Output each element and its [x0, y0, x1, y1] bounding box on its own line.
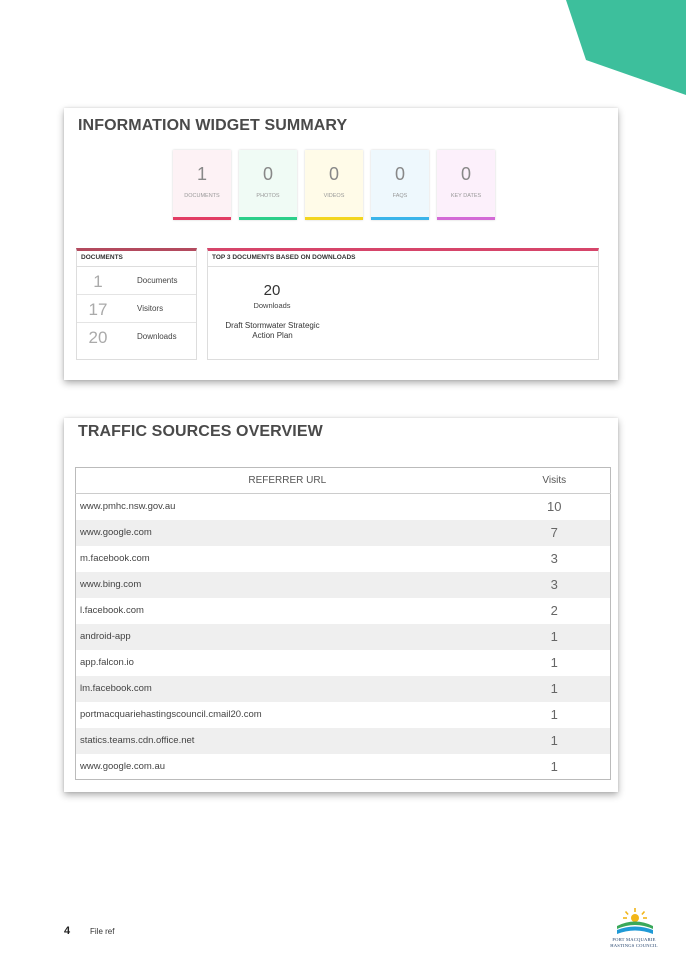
column-header-visits: Visits — [499, 468, 611, 494]
council-logo-text — [598, 937, 670, 948]
stat-row-documents — [77, 267, 196, 295]
top-document-title[interactable]: Draft Stormwater Strategic Action Plan — [225, 321, 320, 340]
visit-count: 1 — [550, 758, 558, 774]
top-documents-panel — [207, 248, 599, 360]
tile-color-bar — [437, 217, 495, 220]
table-row — [76, 728, 611, 754]
referrer-url[interactable]: statics.teams.cdn.office.net — [76, 728, 499, 754]
documents-panel — [76, 248, 197, 360]
table-row — [76, 598, 611, 624]
page-number: 4 — [64, 925, 71, 937]
tile-value: 1 — [196, 164, 207, 184]
tile-label: KEY DATES — [450, 193, 482, 199]
file-ref: File ref — [90, 927, 115, 936]
visit-count: 3 — [499, 572, 611, 598]
visit-count: 1 — [499, 624, 611, 650]
table-row — [76, 650, 611, 676]
referrer-url[interactable]: www.bing.com — [76, 572, 499, 598]
referrer-url[interactable]: m.facebook.com — [80, 553, 150, 564]
table-row — [76, 572, 611, 598]
table-header-row — [76, 468, 611, 494]
table-row — [76, 624, 611, 650]
traffic-sources-card — [64, 418, 618, 792]
referrer-url[interactable]: app.falcon.io — [80, 657, 134, 668]
stat-value: 1 — [93, 272, 103, 291]
tile-label: VIDEOS — [323, 193, 345, 199]
tile-color-bar — [305, 217, 363, 220]
table-row — [76, 494, 611, 520]
tile-value: 0 — [460, 164, 471, 184]
download-count-label: Downloads — [253, 301, 291, 310]
corner-accent-shape — [566, 0, 686, 95]
tile-label: PHOTOS — [256, 193, 280, 199]
table-row — [76, 676, 611, 702]
referrer-url[interactable]: www.pmhc.nsw.gov.au — [80, 501, 176, 513]
tile-label: DOCUMENTS — [184, 193, 220, 199]
tile-key-dates[interactable] — [437, 150, 495, 220]
visit-count: 2 — [550, 603, 558, 618]
visit-count: 10 — [547, 499, 562, 515]
summary-tiles — [173, 150, 503, 220]
visit-count: 7 — [499, 520, 611, 546]
stat-row-visitors — [77, 295, 196, 323]
traffic-sources-title: TRAFFIC SOURCES OVERVIEW — [78, 423, 323, 440]
referrer-url[interactable]: lm.facebook.com — [76, 676, 499, 702]
visit-count: 1 — [550, 707, 558, 722]
download-count: 20 — [263, 282, 281, 299]
tile-color-bar — [239, 217, 297, 220]
referrer-url[interactable]: android-app — [76, 624, 499, 650]
widget-summary-title: INFORMATION WIDGET SUMMARY — [78, 117, 348, 134]
referrer-url[interactable]: portmacquariehastingscouncil.cmail20.com — [80, 709, 262, 720]
traffic-table-body — [76, 494, 611, 780]
column-header-referrer: REFERRER URL — [76, 468, 499, 494]
visit-count: 3 — [550, 551, 558, 566]
tile-value: 0 — [328, 164, 339, 184]
stat-label: Visitors — [137, 304, 164, 313]
tile-color-bar — [371, 217, 429, 220]
referrer-url[interactable]: www.google.com — [76, 520, 499, 546]
stat-label: Documents — [137, 276, 178, 285]
table-row — [76, 754, 611, 780]
tile-videos[interactable] — [305, 150, 363, 220]
visit-count: 1 — [499, 676, 611, 702]
tile-value: 0 — [394, 164, 405, 184]
table-row — [76, 546, 611, 572]
stat-value: 20 — [88, 328, 108, 347]
top-documents-header: TOP 3 DOCUMENTS BASED ON DOWNLOADS — [208, 251, 598, 267]
tile-color-bar — [173, 217, 231, 220]
stat-row-downloads — [77, 323, 196, 351]
table-row — [76, 520, 611, 546]
tile-label: FAQS — [392, 193, 408, 199]
logo-line-1: PORT MACQUARIE — [612, 937, 656, 942]
referrer-url[interactable]: www.google.com.au — [80, 760, 166, 772]
widget-summary-card — [64, 108, 618, 380]
stat-value: 17 — [88, 300, 108, 319]
referrer-url[interactable]: l.facebook.com — [80, 605, 144, 616]
documents-panel-header: DOCUMENTS — [77, 251, 196, 267]
tile-photos[interactable] — [239, 150, 297, 220]
visit-count: 1 — [499, 728, 611, 754]
stat-label: Downloads — [137, 332, 177, 341]
logo-line-2: HASTINGS COUNCIL — [610, 942, 658, 948]
tile-faqs[interactable] — [371, 150, 429, 220]
tile-documents[interactable] — [173, 150, 231, 220]
traffic-table — [75, 467, 611, 780]
visit-count: 1 — [550, 655, 558, 670]
table-row — [76, 702, 611, 728]
tile-value: 0 — [262, 164, 273, 184]
